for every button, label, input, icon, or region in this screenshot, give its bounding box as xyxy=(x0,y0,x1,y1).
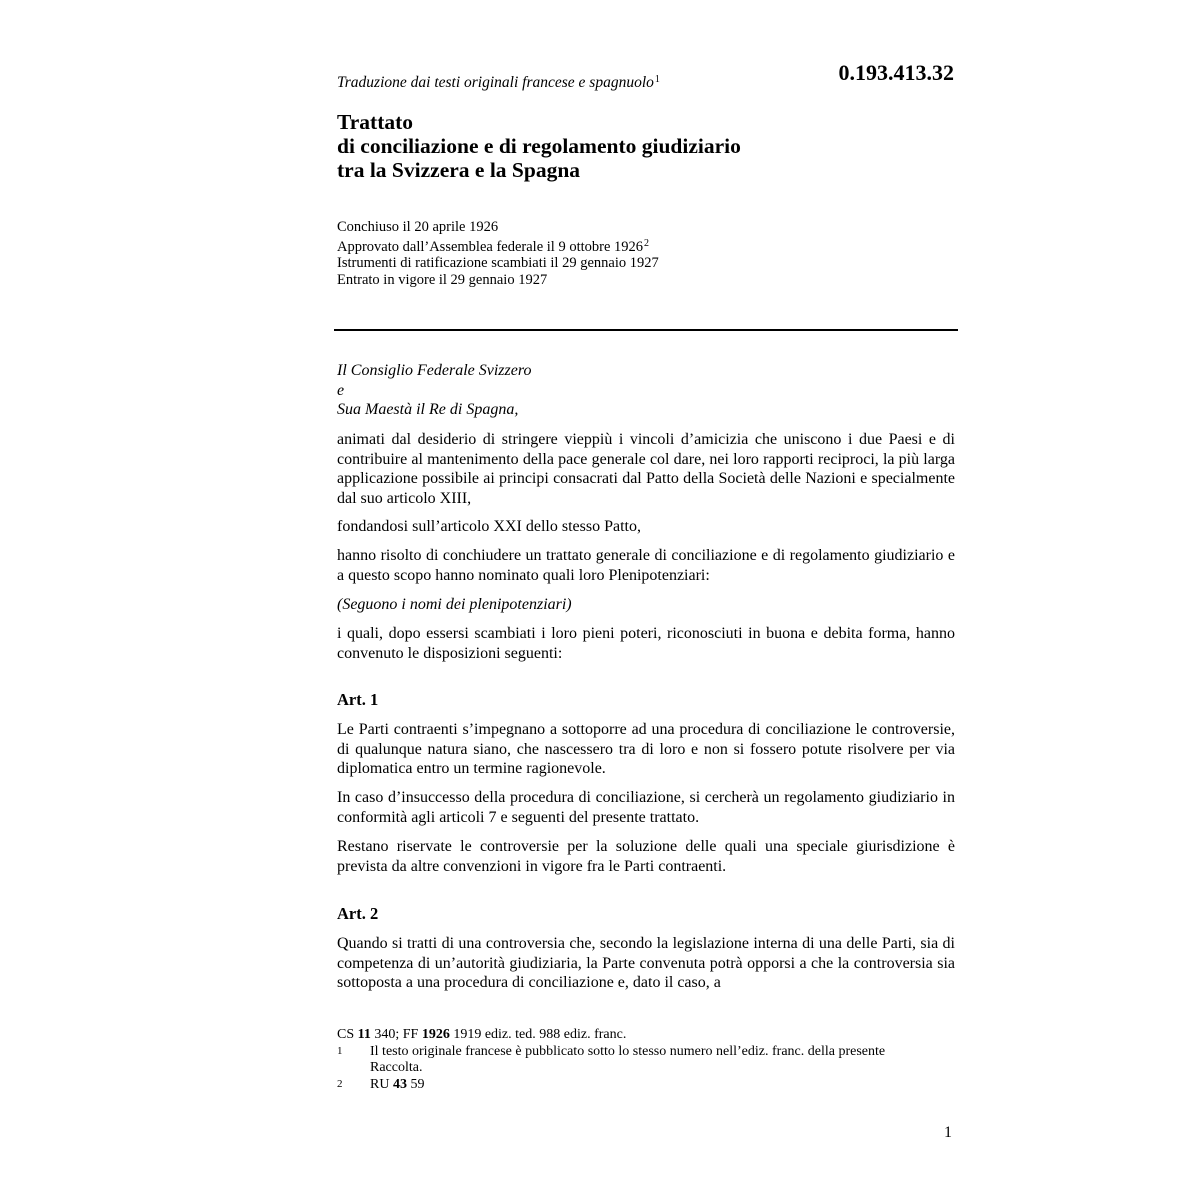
source-reference xyxy=(337,1027,937,1044)
party-spain: Sua Maestà il Re di Spagna, xyxy=(337,401,519,418)
source-ff-year: 1926 xyxy=(421,1027,450,1042)
document-title xyxy=(337,110,741,182)
source-cs: CS xyxy=(337,1027,358,1042)
footnote-2-text xyxy=(370,1077,937,1094)
source-cs-volume: 11 xyxy=(357,1027,371,1042)
article-2-paragraph-1: Quando si tratti di una controversia che, secondo la legislazione interna di una delle Parti, sia di competenza di un’autorità giudiziaria, la Parte convenuta potrà opporsi a che la controversia sia sottoposta a una procedura di conciliazione e, dato il caso, a xyxy=(337,935,955,991)
parties-block xyxy=(337,361,532,420)
footnote-2-volume: 43 xyxy=(392,1076,407,1092)
page-number: 1 xyxy=(944,1124,952,1141)
in-force-date: Entrato in vigore il 29 gennaio 1927 xyxy=(337,271,548,288)
footnote-ref-2: 2 xyxy=(644,237,650,249)
title-line-3: tra la Svizzera e la Spagna xyxy=(337,158,581,182)
plenipotentiaries-note: (Seguono i nomi dei plenipotenziari) xyxy=(337,596,572,613)
translation-note-text: Traduzione dai testi originali francese e spagnuolo xyxy=(337,74,654,91)
article-1-heading: Art. 1 xyxy=(337,690,379,709)
footnotes xyxy=(337,1027,937,1093)
article-2-heading: Art. 2 xyxy=(337,904,379,923)
source-end: 1919 ediz. ted. 988 ediz. franc. xyxy=(449,1027,627,1042)
concluded-date: Conchiuso il 20 aprile 1926 xyxy=(337,219,499,235)
source-mid: 340; FF xyxy=(370,1027,422,1042)
footnote-2-number: 2 xyxy=(337,1077,343,1090)
title-line-2: di conciliazione e di regolamento giudiziario xyxy=(337,134,741,158)
title-line-1: Trattato xyxy=(337,110,414,134)
footnote-2 xyxy=(337,1077,937,1094)
party-switzerland: Il Consiglio Federale Svizzero xyxy=(337,362,532,379)
ratification-date: Istrumenti di ratificazione scambiati il 29 gennaio 1927 xyxy=(337,255,659,271)
preamble-paragraph-5: i quali, dopo essersi scambiati i loro pieni poteri, riconosciuti in buona e debita forma, hanno convenuto le disposizioni seguenti: xyxy=(337,625,955,662)
preamble-paragraph-2: fondandosi sull’articolo XXI dello stesso Patto, xyxy=(337,518,641,535)
approved-date-text: Approvato dall’Assemblea federale il 9 ottobre 1926 xyxy=(337,238,644,255)
footnote-2-page: 59 xyxy=(406,1076,425,1092)
preamble-paragraph-1: animati dal desiderio di stringere vieppiù i vincoli d’amicizia che uniscono i due Paesi e di contribuire al mantenimento della pace generale col dare, nei loro rapporti reciproci, la più larga applicazione possibile ai principi consacrati dal Patto della Società delle Nazioni e specialmente dal suo articolo XIII, xyxy=(337,431,955,507)
footnote-ref-1: 1 xyxy=(654,74,660,85)
footnote-1-number: 1 xyxy=(337,1044,343,1057)
footnote-1-text: Il testo originale francese è pubblicato sotto lo stesso numero nell’ediz. franc. della presente Raccolta. xyxy=(370,1043,886,1075)
footnote-2-prefix: RU xyxy=(370,1076,393,1092)
article-1-paragraph-1: Le Parti contraenti s’impegnano a sottoporre ad una procedura di conciliazione le controversie, di qualunque natura siano, che nascessero tra di loro e non si fossero potute risolvere per via diplomatica entro un termine ragionevole. xyxy=(337,721,955,777)
translation-note xyxy=(337,74,660,92)
horizontal-rule xyxy=(334,329,958,331)
preamble-paragraph-3: hanno risolto di conchiudere un trattato generale di conciliazione e di regolamento giudiziario e a questo scopo hanno nominato quali loro Plenipotenziari: xyxy=(337,547,955,584)
approved-date xyxy=(337,236,659,256)
conjunction: e xyxy=(337,381,345,399)
article-1-paragraph-2: In caso d’insuccesso della procedura di conciliazione, si cercherà un regolamento giudiziario in conformità agli articoli 7 e seguenti del presente trattato. xyxy=(337,789,955,826)
dates-block xyxy=(337,219,659,288)
footnote-1 xyxy=(337,1044,937,1077)
article-1-paragraph-3: Restano riservate le controversie per la soluzione delle quali una speciale giurisdizione è prevista da altre convenzioni in vigore fra le Parti contraenti. xyxy=(337,838,955,875)
sr-number: 0.193.413.32 xyxy=(838,60,954,85)
